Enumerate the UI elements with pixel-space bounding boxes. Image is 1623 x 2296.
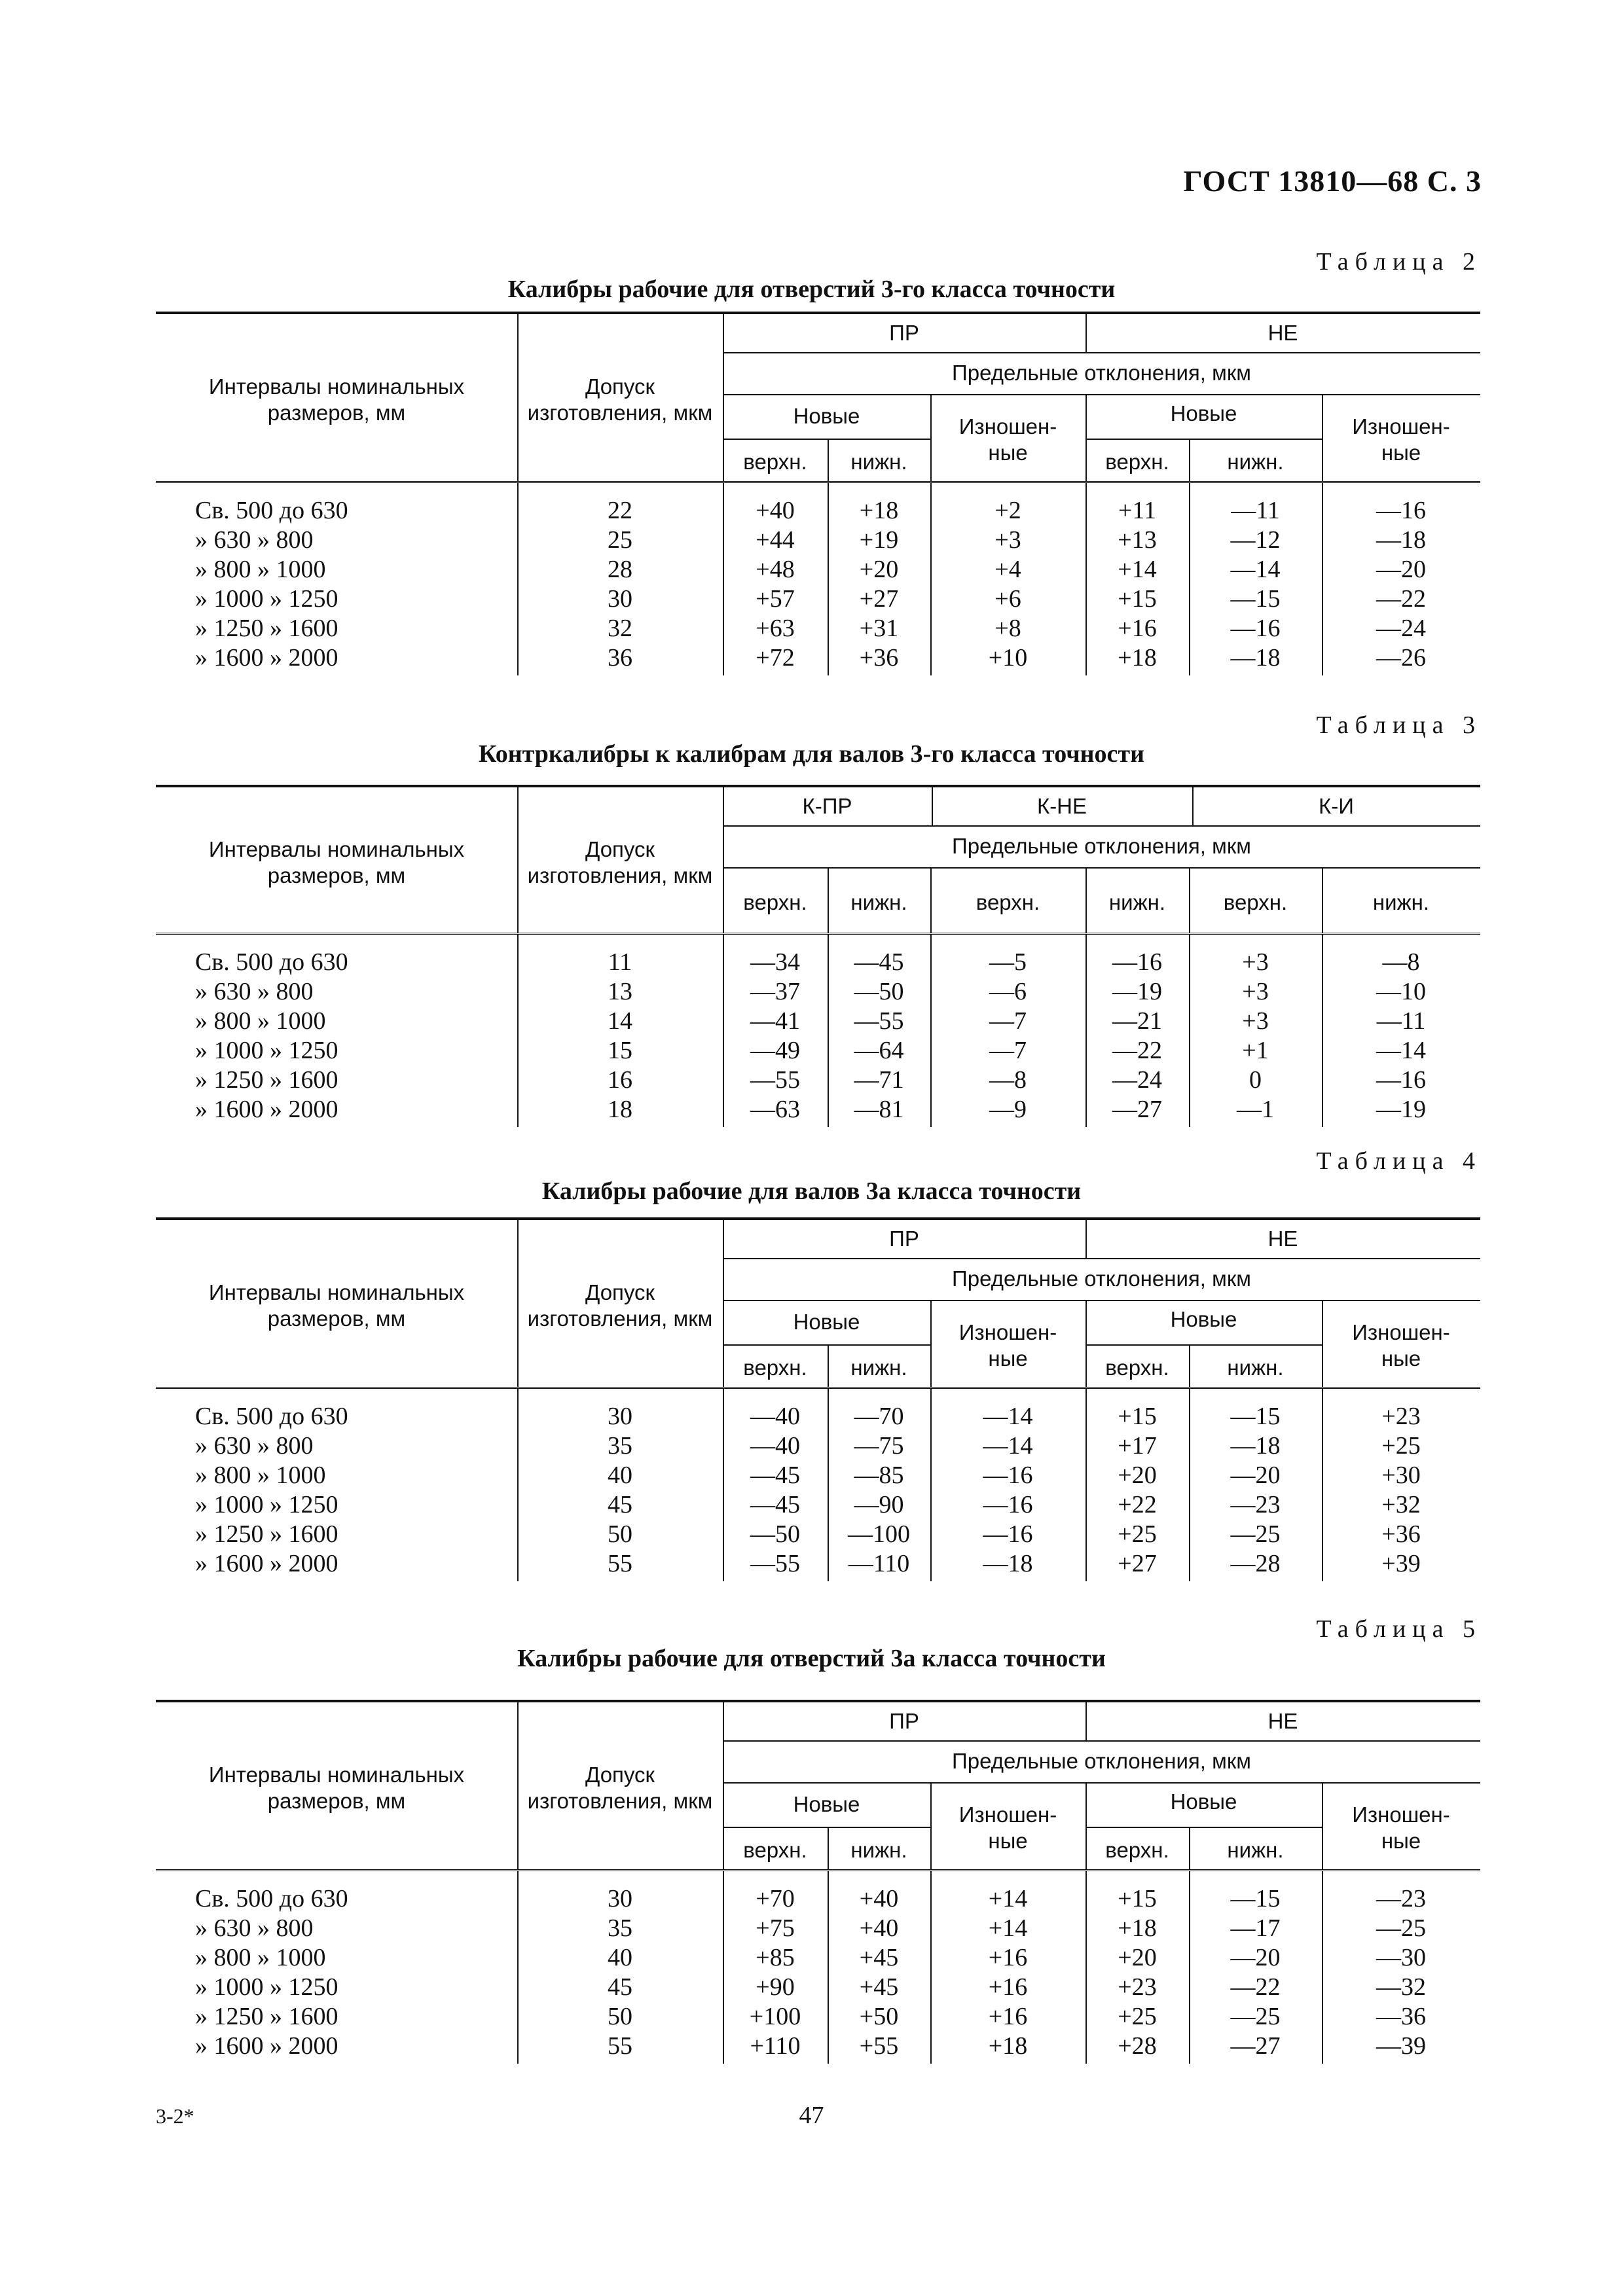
group-header: НЕ bbox=[1267, 1227, 1298, 1251]
deviation-cell: —90 bbox=[854, 1491, 904, 1518]
tolerance-cell: 55 bbox=[608, 1550, 632, 1577]
deviation-cell: +16 bbox=[988, 1973, 1028, 2001]
deviation-cell: +3 bbox=[1242, 1007, 1269, 1035]
deviation-cell: +18 bbox=[1118, 644, 1157, 672]
deviation-cell: +15 bbox=[1118, 1403, 1157, 1430]
deviation-cell: —12 bbox=[1230, 526, 1281, 554]
deviation-cell: —16 bbox=[983, 1491, 1033, 1518]
deviation-cell: +1 bbox=[1242, 1037, 1269, 1064]
deviation-cell: +40 bbox=[859, 1885, 899, 1912]
deviation-cell: —19 bbox=[1112, 978, 1162, 1005]
lower-header: нижн. bbox=[1108, 889, 1166, 914]
group-header: ПР bbox=[889, 1709, 919, 1733]
deviation-cell: +39 bbox=[1381, 1550, 1421, 1577]
interval-cell: » 1600 » 2000 bbox=[195, 644, 338, 672]
deviation-cell: +45 bbox=[859, 1973, 899, 2001]
worn-header: Изношен- ные bbox=[958, 414, 1057, 465]
deviation-cell: —16 bbox=[983, 1462, 1033, 1489]
deviations-header: Предельные отклонения, мкм bbox=[952, 1749, 1251, 1773]
tolerance-cell: 30 bbox=[608, 585, 632, 613]
interval-cell: » 1250 » 1600 bbox=[195, 2003, 338, 2030]
lower-header: нижн. bbox=[850, 1355, 907, 1380]
interval-cell: » 1250 » 1600 bbox=[195, 615, 338, 642]
document-header: ГОСТ 13810—68 С. 3 bbox=[1183, 164, 1482, 198]
deviation-cell: —23 bbox=[1376, 1885, 1426, 1912]
table-row bbox=[156, 1943, 1480, 1973]
table-label: Таблица 4 bbox=[1316, 1147, 1482, 1175]
group-header: К-И bbox=[1319, 794, 1354, 818]
table-row bbox=[156, 1461, 1480, 1490]
deviation-cell: +40 bbox=[859, 1914, 899, 1942]
table-row bbox=[156, 614, 1480, 643]
deviation-cell: +3 bbox=[1242, 978, 1269, 1005]
deviation-cell: —25 bbox=[1230, 1520, 1281, 1548]
table-row bbox=[156, 977, 1480, 1007]
tolerance-cell: 28 bbox=[608, 556, 632, 583]
deviation-cell: —36 bbox=[1376, 2003, 1426, 2030]
table-row bbox=[156, 1973, 1480, 2002]
interval-cell: » 1250 » 1600 bbox=[195, 1066, 338, 1094]
deviation-cell: —23 bbox=[1230, 1491, 1281, 1518]
deviation-cell: —27 bbox=[1230, 2032, 1281, 2060]
deviation-cell: +20 bbox=[859, 556, 899, 583]
interval-cell: Св. 500 до 630 bbox=[195, 497, 348, 524]
worn-header: Изношен- ные bbox=[1352, 414, 1450, 465]
table-row bbox=[156, 1914, 1480, 1943]
lower-header: нижн. bbox=[1372, 889, 1430, 914]
lower-header: нижн. bbox=[1227, 450, 1284, 474]
deviation-cell: +20 bbox=[1118, 1944, 1157, 1971]
deviation-cell: +48 bbox=[756, 556, 795, 583]
tolerance-cell: 14 bbox=[608, 1007, 632, 1035]
deviation-cell: +28 bbox=[1118, 2032, 1157, 2060]
table-title: Контркалибры к калибрам для валов 3-го класса точности bbox=[479, 740, 1144, 768]
table-label: Таблица 2 bbox=[1316, 248, 1482, 276]
deviation-cell: +15 bbox=[1118, 1885, 1157, 1912]
tolerance-cell: 15 bbox=[608, 1037, 632, 1064]
deviation-cell: +44 bbox=[756, 526, 795, 554]
lower-header: нижн. bbox=[1227, 1838, 1284, 1862]
deviation-cell: —14 bbox=[1376, 1037, 1426, 1064]
table-header bbox=[156, 1217, 1480, 1389]
interval-cell: » 1600 » 2000 bbox=[195, 1096, 338, 1123]
deviation-cell: —50 bbox=[750, 1520, 800, 1548]
deviation-cell: +10 bbox=[988, 644, 1028, 672]
deviation-cell: —45 bbox=[854, 948, 904, 976]
deviation-cell: —55 bbox=[750, 1550, 800, 1577]
deviation-cell: —18 bbox=[983, 1550, 1033, 1577]
deviation-cell: —22 bbox=[1376, 585, 1426, 613]
deviation-cell: +16 bbox=[988, 2003, 1028, 2030]
deviation-cell: —8 bbox=[989, 1066, 1027, 1094]
deviation-cell: —20 bbox=[1230, 1462, 1281, 1489]
interval-cell: » 800 » 1000 bbox=[195, 556, 326, 583]
group-header: ПР bbox=[889, 1227, 919, 1251]
deviation-cell: —25 bbox=[1376, 1914, 1426, 1942]
interval-cell: » 630 » 800 bbox=[195, 1432, 314, 1460]
upper-header: верхн. bbox=[743, 889, 807, 914]
tolerance-cell: 50 bbox=[608, 2003, 632, 2030]
interval-cell: » 1250 » 1600 bbox=[195, 1520, 338, 1548]
worn-header: Изношен- ные bbox=[958, 1803, 1057, 1853]
deviation-cell: —14 bbox=[1230, 556, 1281, 583]
upper-header: верхн. bbox=[743, 450, 807, 474]
table-title: Калибры рабочие для отверстий 3-го класса точности bbox=[507, 276, 1116, 303]
deviation-cell: +45 bbox=[859, 1944, 899, 1971]
table-title: Калибры рабочие для отверстий 3а класса точности bbox=[517, 1645, 1106, 1672]
tolerance-cell: 13 bbox=[608, 978, 632, 1005]
deviation-cell: —63 bbox=[750, 1096, 800, 1123]
deviation-cell: —21 bbox=[1112, 1007, 1162, 1035]
deviation-cell: —15 bbox=[1230, 1403, 1281, 1430]
deviation-cell: +17 bbox=[1118, 1432, 1157, 1460]
table-row bbox=[156, 1066, 1480, 1095]
lower-header: нижн. bbox=[850, 450, 907, 474]
deviation-cell: —22 bbox=[1112, 1037, 1162, 1064]
deviation-cell: —37 bbox=[750, 978, 800, 1005]
table-body bbox=[156, 1389, 1480, 1581]
deviation-cell: +30 bbox=[1381, 1462, 1421, 1489]
deviation-cell: +3 bbox=[1242, 948, 1269, 976]
deviation-cell: —1 bbox=[1237, 1096, 1274, 1123]
table-header bbox=[156, 312, 1480, 483]
deviation-cell: —25 bbox=[1230, 2003, 1281, 2030]
deviation-cell: —14 bbox=[983, 1432, 1033, 1460]
interval-cell: » 800 » 1000 bbox=[195, 1007, 326, 1035]
deviation-cell: —10 bbox=[1376, 978, 1426, 1005]
deviation-cell: +75 bbox=[756, 1914, 795, 1942]
group-header: ПР bbox=[889, 321, 919, 345]
deviation-cell: +19 bbox=[859, 526, 899, 554]
interval-cell: » 630 » 800 bbox=[195, 1914, 314, 1942]
table-row bbox=[156, 1884, 1480, 1914]
tolerance-cell: 40 bbox=[608, 1462, 632, 1489]
deviation-cell: —85 bbox=[854, 1462, 904, 1489]
tolerance-cell: 50 bbox=[608, 1520, 632, 1548]
tolerance-cell: 30 bbox=[608, 1885, 632, 1912]
table-row bbox=[156, 496, 1480, 526]
deviation-cell: +22 bbox=[1118, 1491, 1157, 1518]
deviation-cell: +16 bbox=[988, 1944, 1028, 1971]
tolerance-cell: 40 bbox=[608, 1944, 632, 1971]
new-header: Новые bbox=[1170, 1307, 1237, 1331]
table-row bbox=[156, 1036, 1480, 1066]
interval-cell: » 1600 » 2000 bbox=[195, 1550, 338, 1577]
deviation-cell: +14 bbox=[988, 1885, 1028, 1912]
interval-cell: » 800 » 1000 bbox=[195, 1944, 326, 1971]
tolerance-cell: 55 bbox=[608, 2032, 632, 2060]
table-title: Калибры рабочие для валов 3а класса точности bbox=[541, 1177, 1082, 1205]
deviation-cell: +36 bbox=[859, 644, 899, 672]
table-row bbox=[156, 1402, 1480, 1431]
table-row bbox=[156, 526, 1480, 555]
deviation-cell: +31 bbox=[859, 615, 899, 642]
tolerance-cell: 22 bbox=[608, 497, 632, 524]
upper-header: верхн. bbox=[1223, 889, 1288, 914]
interval-cell: » 1000 » 1250 bbox=[195, 1973, 338, 2001]
deviation-cell: —20 bbox=[1376, 556, 1426, 583]
table-label: Таблица 3 bbox=[1316, 711, 1482, 739]
page-number: 47 bbox=[799, 2102, 824, 2129]
deviation-cell: —24 bbox=[1376, 615, 1426, 642]
deviation-cell: +63 bbox=[756, 615, 795, 642]
table-body bbox=[156, 483, 1480, 675]
new-header: Новые bbox=[1170, 401, 1237, 425]
interval-cell: Св. 500 до 630 bbox=[195, 948, 348, 976]
deviation-cell: —14 bbox=[983, 1403, 1033, 1430]
deviation-cell: +32 bbox=[1381, 1491, 1421, 1518]
deviation-cell: +72 bbox=[756, 644, 795, 672]
deviation-cell: —22 bbox=[1230, 1973, 1281, 2001]
tolerance-cell: 36 bbox=[608, 644, 632, 672]
tolerance-column-header: Допуск изготовления, мкм bbox=[527, 374, 713, 425]
deviation-cell: —7 bbox=[989, 1037, 1027, 1064]
interval-cell: » 1000 » 1250 bbox=[195, 585, 338, 613]
deviation-cell: —100 bbox=[848, 1520, 910, 1548]
upper-header: верхн. bbox=[1105, 1838, 1169, 1862]
interval-cell: Св. 500 до 630 bbox=[195, 1885, 348, 1912]
deviation-cell: —8 bbox=[1382, 948, 1420, 976]
deviation-cell: +90 bbox=[756, 1973, 795, 2001]
tolerance-cell: 45 bbox=[608, 1973, 632, 2001]
interval-cell: » 1600 » 2000 bbox=[195, 2032, 338, 2060]
deviation-cell: +36 bbox=[1381, 1520, 1421, 1548]
tolerance-column-header: Допуск изготовления, мкм bbox=[527, 836, 713, 888]
deviation-cell: —110 bbox=[848, 1550, 910, 1577]
deviation-cell: +25 bbox=[1381, 1432, 1421, 1460]
upper-header: верхн. bbox=[976, 889, 1040, 914]
tolerance-cell: 16 bbox=[608, 1066, 632, 1094]
interval-cell: Св. 500 до 630 bbox=[195, 1403, 348, 1430]
lower-header: нижн. bbox=[850, 1838, 907, 1862]
table-row bbox=[156, 1431, 1480, 1461]
table-row bbox=[156, 2032, 1480, 2061]
table-row bbox=[156, 1549, 1480, 1579]
upper-header: верхн. bbox=[743, 1838, 807, 1862]
deviation-cell: —39 bbox=[1376, 2032, 1426, 2060]
deviation-cell: —81 bbox=[854, 1096, 904, 1123]
deviation-cell: 0 bbox=[1249, 1066, 1262, 1094]
new-header: Новые bbox=[1170, 1789, 1237, 1814]
deviation-cell: +85 bbox=[756, 1944, 795, 1971]
new-header: Новые bbox=[793, 1792, 860, 1816]
deviation-cell: —45 bbox=[750, 1462, 800, 1489]
table-header bbox=[156, 1700, 1480, 1871]
worn-header: Изношен- ные bbox=[958, 1320, 1057, 1371]
deviation-cell: +13 bbox=[1118, 526, 1157, 554]
grid-line bbox=[932, 787, 933, 825]
deviation-cell: —19 bbox=[1376, 1096, 1426, 1123]
deviation-cell: +55 bbox=[859, 2032, 899, 2060]
deviation-cell: +20 bbox=[1118, 1462, 1157, 1489]
deviation-cell: —40 bbox=[750, 1403, 800, 1430]
deviation-cell: —6 bbox=[989, 978, 1027, 1005]
deviation-cell: —16 bbox=[983, 1520, 1033, 1548]
tolerance-column-header: Допуск изготовления, мкм bbox=[527, 1280, 713, 1331]
table-row bbox=[156, 584, 1480, 614]
group-header: НЕ bbox=[1267, 321, 1298, 345]
deviation-cell: —18 bbox=[1230, 1432, 1281, 1460]
deviation-cell: —17 bbox=[1230, 1914, 1281, 1942]
deviation-cell: —41 bbox=[750, 1007, 800, 1035]
deviation-cell: +18 bbox=[988, 2032, 1028, 2060]
deviation-cell: —11 bbox=[1376, 1007, 1426, 1035]
interval-cell: » 1000 » 1250 bbox=[195, 1037, 338, 1064]
deviation-cell: —32 bbox=[1376, 1973, 1426, 2001]
footer-sheet-number: 3-2* bbox=[156, 2104, 194, 2128]
deviation-cell: —15 bbox=[1230, 585, 1281, 613]
deviation-cell: +6 bbox=[994, 585, 1021, 613]
data-table bbox=[156, 1217, 1480, 1581]
table-row bbox=[156, 1520, 1480, 1549]
table-label: Таблица 5 bbox=[1316, 1615, 1482, 1643]
worn-header: Изношен- ные bbox=[1352, 1803, 1450, 1853]
new-header: Новые bbox=[793, 404, 860, 428]
interval-column-header: Интервалы номинальных размеров, мм bbox=[208, 374, 465, 425]
deviation-cell: —26 bbox=[1376, 644, 1426, 672]
deviation-cell: —49 bbox=[750, 1037, 800, 1064]
deviation-cell: +14 bbox=[988, 1914, 1028, 1942]
table-row bbox=[156, 643, 1480, 673]
deviation-cell: —16 bbox=[1376, 497, 1426, 524]
deviation-cell: +16 bbox=[1118, 615, 1157, 642]
upper-header: верхн. bbox=[1105, 1355, 1169, 1380]
deviation-cell: —18 bbox=[1376, 526, 1426, 554]
interval-cell: » 630 » 800 bbox=[195, 526, 314, 554]
deviation-cell: —27 bbox=[1112, 1096, 1162, 1123]
deviation-cell: +25 bbox=[1118, 1520, 1157, 1548]
table-header bbox=[156, 785, 1480, 935]
deviation-cell: +3 bbox=[994, 526, 1021, 554]
deviation-cell: +27 bbox=[1118, 1550, 1157, 1577]
interval-cell: » 800 » 1000 bbox=[195, 1462, 326, 1489]
data-table bbox=[156, 785, 1480, 1127]
deviation-cell: —5 bbox=[989, 948, 1027, 976]
table-body bbox=[156, 1871, 1480, 2064]
deviation-cell: —28 bbox=[1230, 1550, 1281, 1577]
deviation-cell: —7 bbox=[989, 1007, 1027, 1035]
tolerance-cell: 25 bbox=[608, 526, 632, 554]
table-row bbox=[156, 1490, 1480, 1520]
deviation-cell: +25 bbox=[1118, 2003, 1157, 2030]
tolerance-column-header: Допуск изготовления, мкм bbox=[527, 1763, 713, 1813]
deviation-cell: +11 bbox=[1118, 497, 1157, 524]
deviations-header: Предельные отклонения, мкм bbox=[952, 834, 1251, 858]
deviation-cell: —16 bbox=[1230, 615, 1281, 642]
group-header: К-ПР bbox=[802, 794, 852, 818]
tolerance-cell: 35 bbox=[608, 1914, 632, 1942]
deviation-cell: —20 bbox=[1230, 1944, 1281, 1971]
deviations-header: Предельные отклонения, мкм bbox=[952, 1266, 1251, 1291]
lower-header: нижн. bbox=[850, 889, 907, 914]
table-row bbox=[156, 2002, 1480, 2032]
grid-line bbox=[1192, 787, 1194, 825]
deviation-cell: +14 bbox=[1118, 556, 1157, 583]
deviation-cell: —40 bbox=[750, 1432, 800, 1460]
deviation-cell: —75 bbox=[854, 1432, 904, 1460]
data-table bbox=[156, 312, 1480, 675]
tolerance-cell: 11 bbox=[608, 948, 632, 976]
deviation-cell: —9 bbox=[989, 1096, 1027, 1123]
deviation-cell: —11 bbox=[1231, 497, 1280, 524]
deviation-cell: +40 bbox=[756, 497, 795, 524]
deviation-cell: +2 bbox=[994, 497, 1021, 524]
deviation-cell: —30 bbox=[1376, 1944, 1426, 1971]
deviation-cell: +18 bbox=[859, 497, 899, 524]
deviation-cell: +100 bbox=[749, 2003, 801, 2030]
tolerance-cell: 18 bbox=[608, 1096, 632, 1123]
tolerance-cell: 32 bbox=[608, 615, 632, 642]
deviation-cell: —18 bbox=[1230, 644, 1281, 672]
tolerance-cell: 45 bbox=[608, 1491, 632, 1518]
deviation-cell: —16 bbox=[1112, 948, 1162, 976]
deviations-header: Предельные отклонения, мкм bbox=[952, 361, 1251, 385]
deviation-cell: +27 bbox=[859, 585, 899, 613]
table-body bbox=[156, 935, 1480, 1127]
interval-cell: » 630 » 800 bbox=[195, 978, 314, 1005]
deviation-cell: —50 bbox=[854, 978, 904, 1005]
deviation-cell: —64 bbox=[854, 1037, 904, 1064]
group-header: К-НЕ bbox=[1036, 794, 1087, 818]
worn-header: Изношен- ные bbox=[1352, 1320, 1450, 1371]
tolerance-cell: 35 bbox=[608, 1432, 632, 1460]
upper-header: верхн. bbox=[743, 1355, 807, 1380]
new-header: Новые bbox=[793, 1310, 860, 1334]
deviation-cell: —15 bbox=[1230, 1885, 1281, 1912]
deviation-cell: +23 bbox=[1118, 1973, 1157, 2001]
tolerance-cell: 30 bbox=[608, 1403, 632, 1430]
deviation-cell: +50 bbox=[859, 2003, 899, 2030]
deviation-cell: —70 bbox=[854, 1403, 904, 1430]
deviation-cell: +57 bbox=[756, 585, 795, 613]
deviation-cell: +110 bbox=[750, 2032, 801, 2060]
table-row bbox=[156, 948, 1480, 977]
interval-cell: » 1000 » 1250 bbox=[195, 1491, 338, 1518]
deviation-cell: +70 bbox=[756, 1885, 795, 1912]
deviation-cell: —55 bbox=[854, 1007, 904, 1035]
lower-header: нижн. bbox=[1227, 1355, 1284, 1380]
deviation-cell: —71 bbox=[854, 1066, 904, 1094]
data-table bbox=[156, 1700, 1480, 2064]
deviation-cell: +18 bbox=[1118, 1914, 1157, 1942]
interval-column-header: Интервалы номинальных размеров, мм bbox=[208, 836, 465, 888]
group-header: НЕ bbox=[1267, 1709, 1298, 1733]
deviation-cell: +23 bbox=[1381, 1403, 1421, 1430]
upper-header: верхн. bbox=[1105, 450, 1169, 474]
table-row bbox=[156, 1007, 1480, 1036]
deviation-cell: —45 bbox=[750, 1491, 800, 1518]
deviation-cell: +15 bbox=[1118, 585, 1157, 613]
deviation-cell: +8 bbox=[994, 615, 1021, 642]
table-row bbox=[156, 1095, 1480, 1124]
table-row bbox=[156, 555, 1480, 584]
interval-column-header: Интервалы номинальных размеров, мм bbox=[208, 1763, 465, 1813]
deviation-cell: —24 bbox=[1112, 1066, 1162, 1094]
interval-column-header: Интервалы номинальных размеров, мм bbox=[208, 1280, 465, 1331]
deviation-cell: —55 bbox=[750, 1066, 800, 1094]
deviation-cell: +4 bbox=[994, 556, 1021, 583]
deviation-cell: —34 bbox=[750, 948, 800, 976]
deviation-cell: —16 bbox=[1376, 1066, 1426, 1094]
